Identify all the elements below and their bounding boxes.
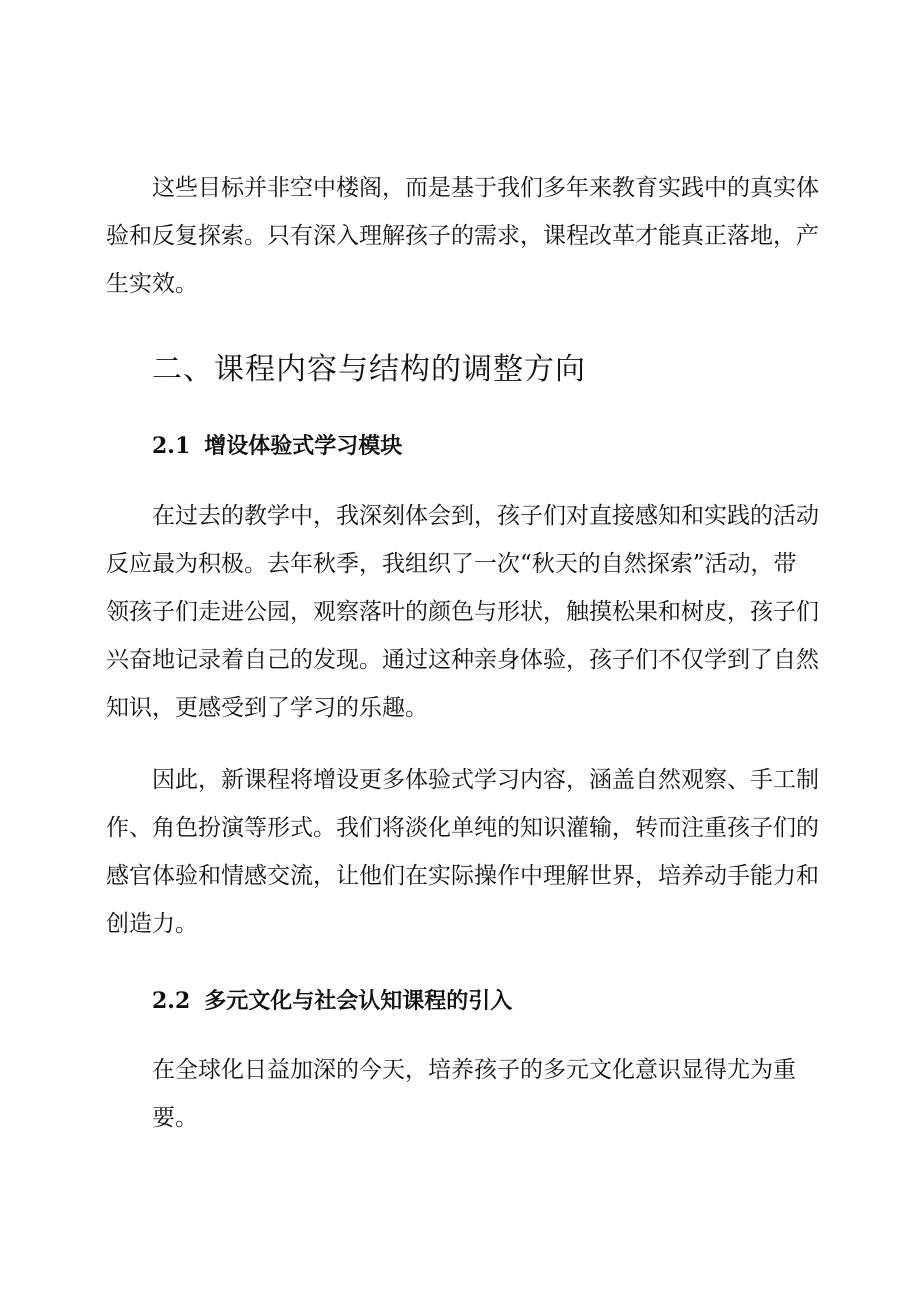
paragraph-line: 这些目标并非空中楼阁，而是基于我们多年来教育实践中的真实体 [152,175,819,201]
paragraph-line: 作、角色扮演等形式。我们将淡化单纯的知识灌输，转而注重孩子们的 [106,815,819,841]
paragraph-line: 在过去的教学中，我深刻体会到，孩子们对直接感知和实践的活动 [152,503,819,529]
subsection-heading-2-2 [152,986,512,1016]
paragraph-line: 生实效。 [106,271,198,297]
section-heading: 二、课程内容与结构的调整方向 [152,352,586,387]
paragraph-line: 反应最为积极。去年秋季，我组织了一次“秋天的自然探索”活动，带 [106,551,797,577]
paragraph-multicultural [152,1046,828,1142]
subsection-number: 2.2 [152,988,191,1014]
paragraph-line: 因此，新课程将增设更多体验式学习内容，涵盖自然观察、手工制 [152,767,819,793]
paragraph-line: 创造力。 [106,911,198,937]
paragraph-line: 在全球化日益加深的今天，培养孩子的多元文化意识显得尤为重要。 [152,1057,796,1131]
subsection-heading-2-1 [152,431,402,461]
paragraph-new-curriculum [106,756,828,948]
paragraph-line: 兴奋地记录着自己的发现。通过这种亲身体验，孩子们不仅学到了自然 [106,647,819,673]
paragraph-line: 领孩子们走进公园，观察落叶的颜色与形状，触摸松果和树皮，孩子们 [106,599,819,625]
subsection-number: 2.1 [152,433,191,459]
subsection-title: 增设体验式学习模块 [204,433,403,459]
paragraph-line: 验和反复探索。只有深入理解孩子的需求，课程改革才能真正落地，产 [106,223,819,249]
paragraph-line: 知识，更感受到了学习的乐趣。 [106,695,428,721]
subsection-title: 多元文化与社会认知课程的引入 [204,988,513,1014]
paragraph-line: 感官体验和情感交流，让他们在实际操作中理解世界，培养动手能力和 [106,863,819,889]
paragraph-experiential-story [106,492,828,732]
paragraph-goals-basis [106,164,828,308]
